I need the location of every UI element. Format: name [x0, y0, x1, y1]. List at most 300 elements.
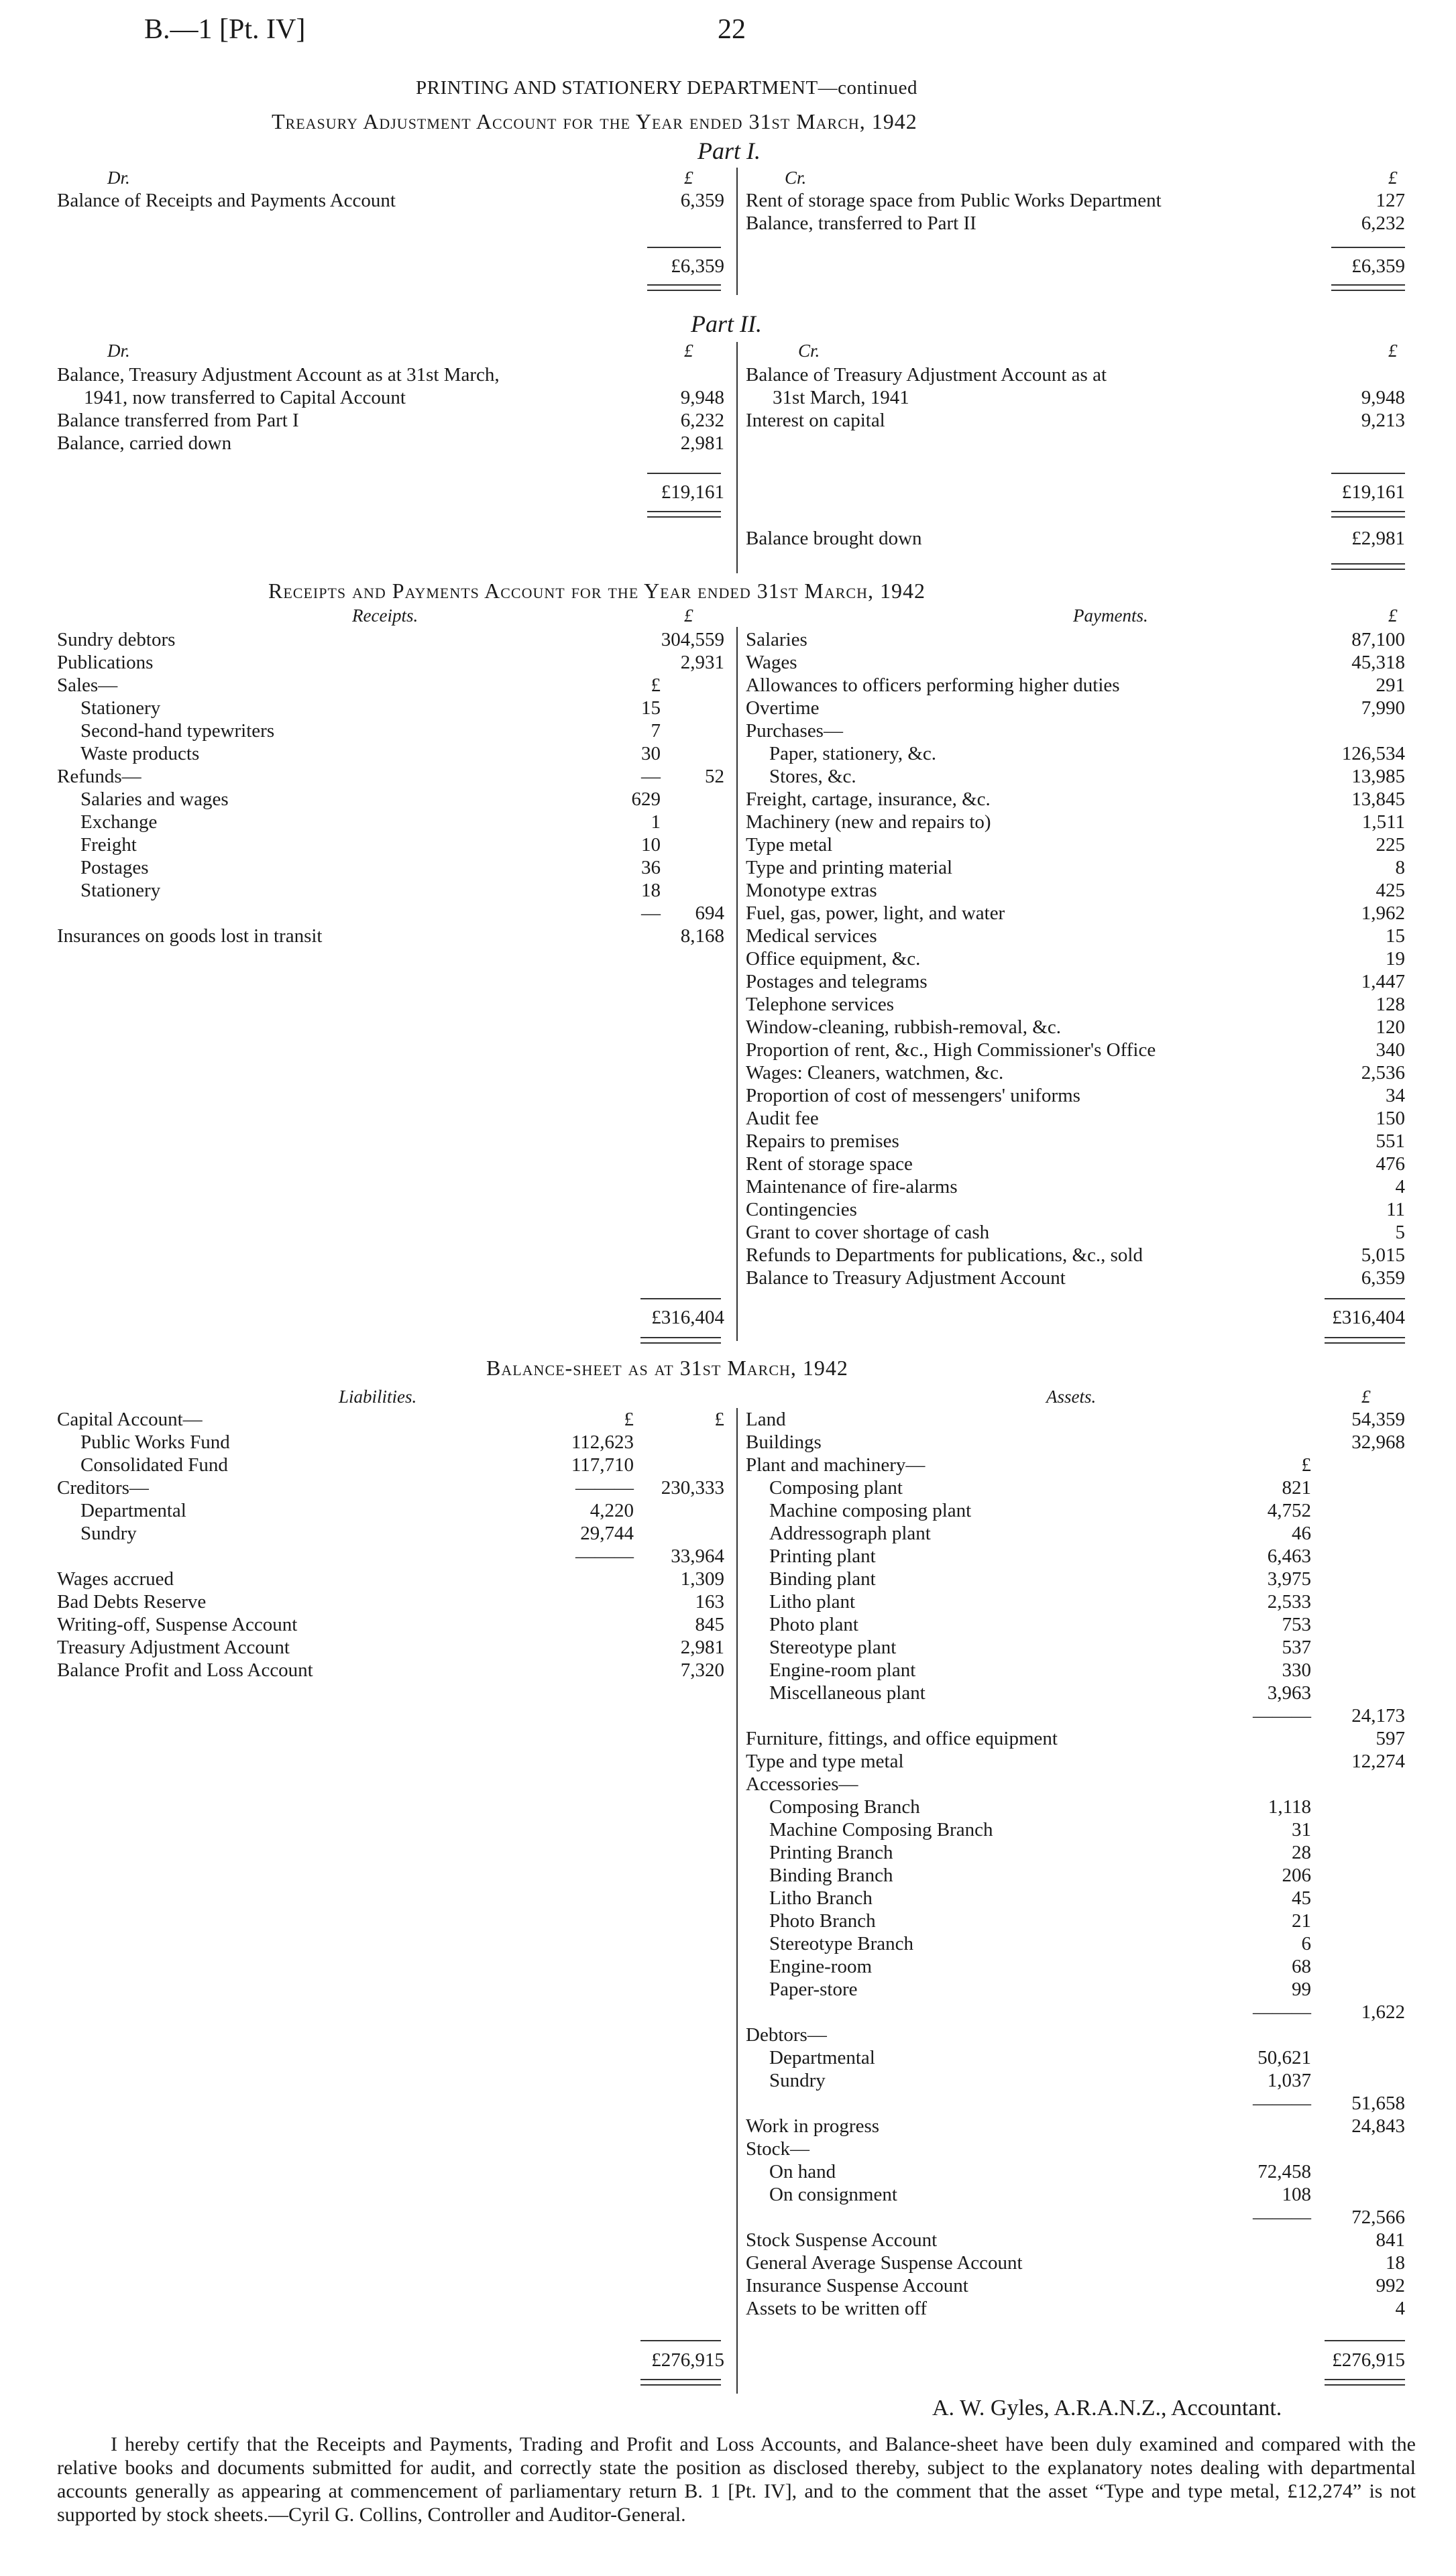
asset-amount: 992: [1376, 2275, 1405, 2296]
asset-label: Binding plant: [769, 1568, 876, 1590]
asset-row: [746, 2160, 1405, 2183]
receipt-label: Postages: [80, 857, 149, 878]
receipt-row: [57, 628, 724, 651]
asset-label: Litho Branch: [769, 1887, 873, 1909]
asset-label: Machine Composing Branch: [769, 1819, 993, 1840]
receipt-sub-amount: 10: [641, 834, 661, 856]
bs-left-total: £276,915: [651, 2349, 724, 2371]
liability-sub-amount: 4,220: [590, 1500, 634, 1521]
payment-label: Audit fee: [746, 1108, 819, 1129]
asset-row: [746, 2092, 1405, 2115]
payment-label: Postages and telegrams: [746, 971, 928, 992]
payment-row: [746, 925, 1405, 947]
asset-row: [746, 1522, 1405, 1545]
liability-label: Treasury Adjustment Account: [57, 1637, 290, 1658]
asset-label: Accessories—: [746, 1773, 858, 1795]
liability-row: [57, 1522, 724, 1545]
asset-row: [746, 2024, 1405, 2046]
payment-label: Paper, stationery, &c.: [769, 743, 937, 764]
part2-heading: Part II.: [691, 310, 762, 337]
payment-amount: 8: [1395, 857, 1405, 878]
payment-label: Type metal: [746, 834, 833, 856]
asset-sub-amount: 99: [1292, 1979, 1311, 2000]
receipt-sub-amount: 18: [641, 880, 661, 901]
part2-debit-label: 1941, now transferred to Capital Account: [84, 387, 406, 408]
asset-label: Paper-store: [769, 1979, 858, 2000]
part2-credit-row: [746, 409, 1405, 432]
liability-row: [57, 1408, 724, 1431]
liability-amount: 163: [695, 1591, 724, 1613]
asset-row: [746, 1408, 1405, 1431]
payment-row: [746, 1107, 1405, 1130]
page-number: 22: [718, 14, 746, 45]
asset-row: [746, 1545, 1405, 1568]
asset-label: Machine composing plant: [769, 1500, 972, 1521]
liability-label: Sundry: [80, 1523, 137, 1544]
asset-amount: 4: [1395, 2298, 1405, 2319]
asset-label: Addressograph plant: [769, 1523, 931, 1544]
receipt-label: Insurances on goods lost in transit: [57, 925, 323, 947]
liability-sub-amount: 29,744: [580, 1523, 634, 1544]
part2-debit-amount: 6,232: [680, 410, 724, 431]
part1-right-double-rule: [1331, 284, 1405, 291]
asset-row: [746, 2229, 1405, 2251]
part1-credit-amount: 6,232: [1361, 213, 1405, 234]
receipt-label: Waste products: [80, 743, 200, 764]
payment-label: Type and printing material: [746, 857, 953, 878]
part1-right-total: £6,359: [1351, 255, 1405, 277]
receipt-label: Refunds—: [57, 766, 142, 787]
asset-row: [746, 2046, 1405, 2069]
payment-label: Stores, &c.: [769, 766, 856, 787]
asset-label: Photo Branch: [769, 1910, 876, 1932]
asset-label: Engine-room: [769, 1956, 873, 1977]
bs-right-total: £276,915: [1332, 2349, 1405, 2371]
accountant-signature: A. W. Gyles, A.R.A.N.Z., Accountant.: [932, 2396, 1282, 2420]
liability-label: Consolidated Fund: [80, 1454, 228, 1476]
part2-credit-amount: 9,948: [1361, 387, 1405, 408]
department-title: PRINTING AND STATIONERY DEPARTMENT—continued: [416, 77, 918, 99]
liability-label: Bad Debts Reserve: [57, 1591, 207, 1613]
part2-cr-label: Cr.: [798, 341, 820, 361]
rp-left-double-rule: [640, 1337, 721, 1344]
payment-row: [746, 628, 1405, 651]
payment-row: [746, 765, 1405, 788]
rp-left-total: £316,404: [651, 1307, 724, 1328]
part2-right-rule: [1331, 473, 1405, 474]
payment-amount: 34: [1386, 1085, 1405, 1106]
asset-label: Photo plant: [769, 1614, 858, 1635]
part2-left-total: £19,161: [661, 481, 724, 503]
bs-left-double-rule: [640, 2379, 721, 2386]
part2-credit-label: Interest on capital: [746, 410, 885, 431]
asset-row: [746, 2297, 1405, 2320]
asset-label: Miscellaneous plant: [769, 1682, 926, 1704]
receipt-row: [57, 674, 724, 697]
asset-label: Printing plant: [769, 1545, 876, 1567]
bs-right-double-rule: [1325, 2379, 1405, 2386]
liability-row: [57, 1454, 724, 1476]
part2-pound-left: £: [684, 341, 693, 361]
asset-row: [746, 1818, 1405, 1841]
bs-liabilities-heading: Liabilities.: [339, 1387, 417, 1407]
part1-credit-row: [746, 189, 1405, 212]
asset-sub-amount: 537: [1282, 1637, 1311, 1658]
payment-label: Rent of storage space: [746, 1153, 913, 1175]
payment-row: [746, 788, 1405, 811]
asset-label: Buildings: [746, 1431, 822, 1453]
rp-right-total: £316,404: [1332, 1307, 1405, 1328]
payment-label: Freight, cartage, insurance, &c.: [746, 788, 991, 810]
asset-amount: 1,622: [1361, 2001, 1405, 2023]
asset-label: Stock Suspense Account: [746, 2229, 938, 2251]
payment-row: [746, 1084, 1405, 1107]
part1-left-double-rule: [647, 284, 721, 291]
part1-pound-right: £: [1388, 168, 1398, 188]
part1-right-rule: [1331, 247, 1405, 248]
part2-debit-label: Balance, carried down: [57, 432, 232, 454]
bs-divider: [736, 1408, 738, 2394]
part2-debit-label: Balance transferred from Part I: [57, 410, 299, 431]
payment-label: Overtime: [746, 697, 820, 719]
part2-debit-row: [57, 432, 724, 455]
liability-amount: £: [714, 1409, 724, 1430]
payment-row: [746, 993, 1405, 1016]
asset-sub-amount: 3,975: [1267, 1568, 1311, 1590]
asset-amount: 51,658: [1351, 2093, 1405, 2114]
rp-receipts-heading: Receipts.: [352, 605, 418, 626]
payment-row: [746, 902, 1405, 925]
receipt-label: Salaries and wages: [80, 788, 229, 810]
liability-label: Writing-off, Suspense Account: [57, 1614, 298, 1635]
asset-sub-amount: 330: [1282, 1659, 1311, 1681]
liability-row: [57, 1545, 724, 1568]
asset-sub-amount: 6,463: [1267, 1545, 1311, 1567]
asset-row: [746, 1659, 1405, 1682]
asset-sub-amount: 68: [1292, 1956, 1311, 1977]
payment-amount: 6,359: [1361, 1267, 1405, 1289]
asset-sub-amount: 45: [1292, 1887, 1311, 1909]
rp-pound-right: £: [1388, 605, 1398, 626]
asset-label: Stereotype Branch: [769, 1933, 914, 1954]
asset-sub-amount: 6: [1301, 1933, 1311, 1954]
part1-debit-amount: 6,359: [680, 190, 724, 211]
receipt-label: Stationery: [80, 880, 161, 901]
asset-label: Debtors—: [746, 2024, 827, 2046]
part1-dr-label: Dr.: [107, 168, 130, 188]
asset-label: Engine-room plant: [769, 1659, 916, 1681]
asset-row: [746, 1727, 1405, 1750]
asset-row: [746, 1636, 1405, 1659]
asset-row: [746, 1431, 1405, 1454]
receipt-label: Freight: [80, 834, 137, 856]
payment-row: [746, 1175, 1405, 1198]
asset-amount: 841: [1376, 2229, 1405, 2251]
payment-label: Refunds to Departments for publications, &c., sold: [746, 1244, 1143, 1266]
payment-label: Repairs to premises: [746, 1130, 899, 1152]
part1-credit-row: [746, 212, 1405, 235]
receipt-sub-amount: 7: [651, 720, 661, 742]
asset-sub-amount: 46: [1292, 1523, 1311, 1544]
asset-row: [746, 1932, 1405, 1955]
receipt-row: [57, 925, 724, 947]
asset-label: Stock—: [746, 2138, 810, 2160]
asset-amount: 32,968: [1351, 1431, 1405, 1453]
part2-divider: [736, 342, 738, 573]
liability-label: Departmental: [80, 1500, 186, 1521]
part1-credit-label: Rent of storage space from Public Works Department: [746, 190, 1162, 211]
asset-sub-amount: 72,458: [1257, 2161, 1311, 2182]
payment-amount: 7,990: [1361, 697, 1405, 719]
liability-row: [57, 1590, 724, 1613]
asset-row: [746, 1887, 1405, 1910]
liability-sub-amount: £: [624, 1409, 634, 1430]
payment-row: [746, 856, 1405, 879]
payment-row: [746, 1153, 1405, 1175]
asset-amount: 54,359: [1351, 1409, 1405, 1430]
payment-label: Balance to Treasury Adjustment Account: [746, 1267, 1066, 1289]
payment-label: Fuel, gas, power, light, and water: [746, 902, 1005, 924]
receipt-label: Stationery: [80, 697, 161, 719]
payment-amount: 13,845: [1351, 788, 1405, 810]
asset-label: Type and type metal: [746, 1751, 904, 1772]
asset-row: [746, 1773, 1405, 1796]
asset-row: [746, 1750, 1405, 1773]
payment-label: Office equipment, &c.: [746, 948, 921, 970]
receipt-row: [57, 719, 724, 742]
payment-amount: 1,511: [1361, 811, 1405, 833]
asset-sub-amount: 21: [1292, 1910, 1311, 1932]
part2-right-total: £19,161: [1341, 481, 1405, 503]
payment-row: [746, 947, 1405, 970]
payment-row: [746, 1198, 1405, 1221]
receipt-sub-amount: 36: [641, 857, 661, 878]
asset-label: Composing plant: [769, 1477, 903, 1499]
asset-label: Sundry: [769, 2070, 826, 2091]
payment-row: [746, 1016, 1405, 1039]
part2-credit-label: Balance of Treasury Adjustment Account as at: [746, 364, 1107, 386]
liability-row: [57, 1499, 724, 1522]
liability-label: Creditors—: [57, 1477, 149, 1499]
asset-row: [746, 2183, 1405, 2206]
receipt-sub-amount: 15: [641, 697, 661, 719]
liability-amount: 230,333: [661, 1477, 724, 1499]
asset-sub-amount: ———: [1253, 2207, 1311, 2228]
receipt-row: [57, 879, 724, 902]
asset-label: Binding Branch: [769, 1865, 893, 1886]
receipt-sub-amount: 30: [641, 743, 661, 764]
asset-row: [746, 1590, 1405, 1613]
brought-down-label: Balance brought down: [746, 528, 922, 549]
asset-sub-amount: 31: [1292, 1819, 1311, 1840]
payment-amount: 1,962: [1361, 902, 1405, 924]
report-reference: B.—1 [Pt. IV]: [144, 14, 306, 45]
asset-sub-amount: 4,752: [1267, 1500, 1311, 1521]
liability-label: Balance Profit and Loss Account: [57, 1659, 313, 1681]
part2-dr-label: Dr.: [107, 341, 130, 361]
receipt-sub-amount: £: [651, 675, 661, 696]
receipt-amount: 52: [705, 766, 724, 787]
payment-amount: 2,536: [1361, 1062, 1405, 1084]
asset-sub-amount: 2,533: [1267, 1591, 1311, 1613]
asset-label: On consignment: [769, 2184, 897, 2205]
payment-label: Contingencies: [746, 1199, 857, 1220]
part1-left-rule: [647, 247, 721, 248]
payment-row: [746, 651, 1405, 674]
receipt-row: [57, 742, 724, 765]
payment-label: Proportion of cost of messengers' uniforms: [746, 1085, 1080, 1106]
payment-amount: 4: [1395, 1176, 1405, 1197]
audit-certificate: I hereby certify that the Receipts and Payments, Trading and Profit and Loss Accounts, and Balance-sheet have been duly examined and compared with the relative books and documents submitted for audit, and correctly state the position as disclosed thereby, subject to the explanatory notes dealing with departmental accounts generally as appearing at commencement of parliamentary return B. 1 [Pt. IV], and to the comment that the asset “Type and type metal, £12,274” is not supported by stock sheets.—Cyril G. Collins, Controller and Auditor-General.: [57, 2433, 1416, 2526]
asset-row: [746, 2069, 1405, 2092]
payment-amount: 425: [1376, 880, 1405, 901]
part2-debit-amount: 9,948: [680, 387, 724, 408]
payment-label: Salaries: [746, 629, 807, 650]
liability-row: [57, 1568, 724, 1590]
asset-sub-amount: £: [1301, 1454, 1311, 1476]
asset-sub-amount: 108: [1282, 2184, 1311, 2205]
asset-label: General Average Suspense Account: [746, 2252, 1023, 2274]
part1-credit-amount: 127: [1376, 190, 1405, 211]
asset-row: [746, 1499, 1405, 1522]
receipt-sub-amount: 1: [651, 811, 661, 833]
part2-brought-down-double-rule: [1331, 563, 1405, 570]
payment-row: [746, 970, 1405, 993]
receipt-row: [57, 902, 724, 925]
part1-pound-left: £: [684, 168, 693, 188]
payment-row: [746, 1061, 1405, 1084]
liability-label: Public Works Fund: [80, 1431, 230, 1453]
asset-row: [746, 1796, 1405, 1818]
asset-row: [746, 1704, 1405, 1727]
bs-right-rule: [1325, 2340, 1405, 2341]
part1-credit-label: Balance, transferred to Part II: [746, 213, 976, 234]
liability-row: [57, 1636, 724, 1659]
part2-left-rule: [647, 473, 721, 474]
part1-debit-label: Balance of Receipts and Payments Account: [57, 190, 396, 211]
receipt-label: Second-hand typewriters: [80, 720, 275, 742]
liability-sub-amount: 117,710: [571, 1454, 634, 1476]
asset-amount: 18: [1386, 2252, 1405, 2274]
asset-row: [746, 1476, 1405, 1499]
payment-amount: 15: [1386, 925, 1405, 947]
receipt-row: [57, 651, 724, 674]
asset-label: On hand: [769, 2161, 836, 2182]
asset-row: [746, 2001, 1405, 2024]
treasury-title: Treasury Adjustment Account for the Year ended 31st March, 1942: [272, 109, 917, 133]
payment-label: Proportion of rent, &c., High Commissioner's Office: [746, 1039, 1156, 1061]
liability-label: Wages accrued: [57, 1568, 174, 1590]
payment-amount: 1,447: [1361, 971, 1405, 992]
payment-row: [746, 1267, 1405, 1289]
receipt-label: Publications: [57, 652, 154, 673]
part2-credit-row: [746, 386, 1405, 409]
part2-debit-row: [57, 363, 724, 386]
asset-row: [746, 1613, 1405, 1636]
asset-amount: 72,566: [1351, 2207, 1405, 2228]
receipt-row: [57, 788, 724, 811]
payment-amount: 19: [1386, 948, 1405, 970]
payment-row: [746, 833, 1405, 856]
asset-label: Composing Branch: [769, 1796, 920, 1818]
receipt-sub-amount: —: [641, 902, 661, 924]
payment-row: [746, 719, 1405, 742]
payment-label: Telephone services: [746, 994, 895, 1015]
payment-amount: 128: [1376, 994, 1405, 1015]
asset-label: Work in progress: [746, 2115, 880, 2137]
asset-sub-amount: 206: [1282, 1865, 1311, 1886]
receipt-row: [57, 697, 724, 719]
asset-sub-amount: 3,963: [1267, 1682, 1311, 1704]
asset-label: Litho plant: [769, 1591, 856, 1613]
asset-label: Stereotype plant: [769, 1637, 897, 1658]
receipt-sub-amount: 629: [631, 788, 661, 810]
brought-down-row: [746, 527, 1405, 550]
rp-right-double-rule: [1325, 1337, 1405, 1344]
receipt-label: Exchange: [80, 811, 158, 833]
payment-amount: 120: [1376, 1016, 1405, 1038]
payment-row: [746, 879, 1405, 902]
part1-cr-label: Cr.: [785, 168, 807, 188]
asset-row: [746, 2251, 1405, 2274]
payment-label: Wages: [746, 652, 797, 673]
payment-amount: 476: [1376, 1153, 1405, 1175]
asset-amount: 12,274: [1351, 1751, 1405, 1772]
payment-label: Machinery (new and repairs to): [746, 811, 991, 833]
payment-label: Grant to cover shortage of cash: [746, 1222, 990, 1243]
asset-label: Assets to be written off: [746, 2298, 928, 2319]
asset-row: [746, 1568, 1405, 1590]
payment-amount: 291: [1376, 675, 1405, 696]
payment-row: [746, 811, 1405, 833]
part2-debit-row: [57, 409, 724, 432]
asset-row: [746, 1682, 1405, 1704]
part2-debit-row: [57, 386, 724, 409]
receipt-amount: 304,559: [661, 629, 724, 650]
liability-amount: 2,981: [680, 1637, 724, 1658]
asset-label: Departmental: [769, 2047, 875, 2068]
asset-sub-amount: 1,118: [1268, 1796, 1311, 1818]
receipt-row: [57, 833, 724, 856]
bs-title: Balance-sheet as at 31st March, 1942: [486, 1356, 848, 1380]
part1-debit-row: [57, 189, 724, 212]
part1-heading: Part I.: [697, 137, 761, 164]
asset-row: [746, 2206, 1405, 2229]
payment-label: Wages: Cleaners, watchmen, &c.: [746, 1062, 1004, 1084]
receipt-row: [57, 856, 724, 879]
payment-row: [746, 1244, 1405, 1267]
asset-row: [746, 2115, 1405, 2138]
asset-sub-amount: ———: [1253, 2093, 1311, 2114]
asset-label: Insurance Suspense Account: [746, 2275, 968, 2296]
asset-row: [746, 2274, 1405, 2297]
liability-amount: 845: [695, 1614, 724, 1635]
asset-sub-amount: 821: [1282, 1477, 1311, 1499]
asset-amount: 24,843: [1351, 2115, 1405, 2137]
payment-amount: 551: [1376, 1130, 1405, 1152]
payment-amount: 126,534: [1341, 743, 1405, 764]
asset-amount: 597: [1376, 1728, 1405, 1749]
asset-label: Plant and machinery—: [746, 1454, 926, 1476]
liability-sub-amount: 112,623: [571, 1431, 634, 1453]
liability-amount: 7,320: [680, 1659, 724, 1681]
part2-debit-amount: 2,981: [680, 432, 724, 454]
payment-amount: 13,985: [1351, 766, 1405, 787]
receipt-amount: 8,168: [680, 925, 724, 947]
payment-label: Monotype extras: [746, 880, 877, 901]
payment-label: Maintenance of fire-alarms: [746, 1176, 958, 1197]
liability-amount: 33,964: [671, 1545, 724, 1567]
